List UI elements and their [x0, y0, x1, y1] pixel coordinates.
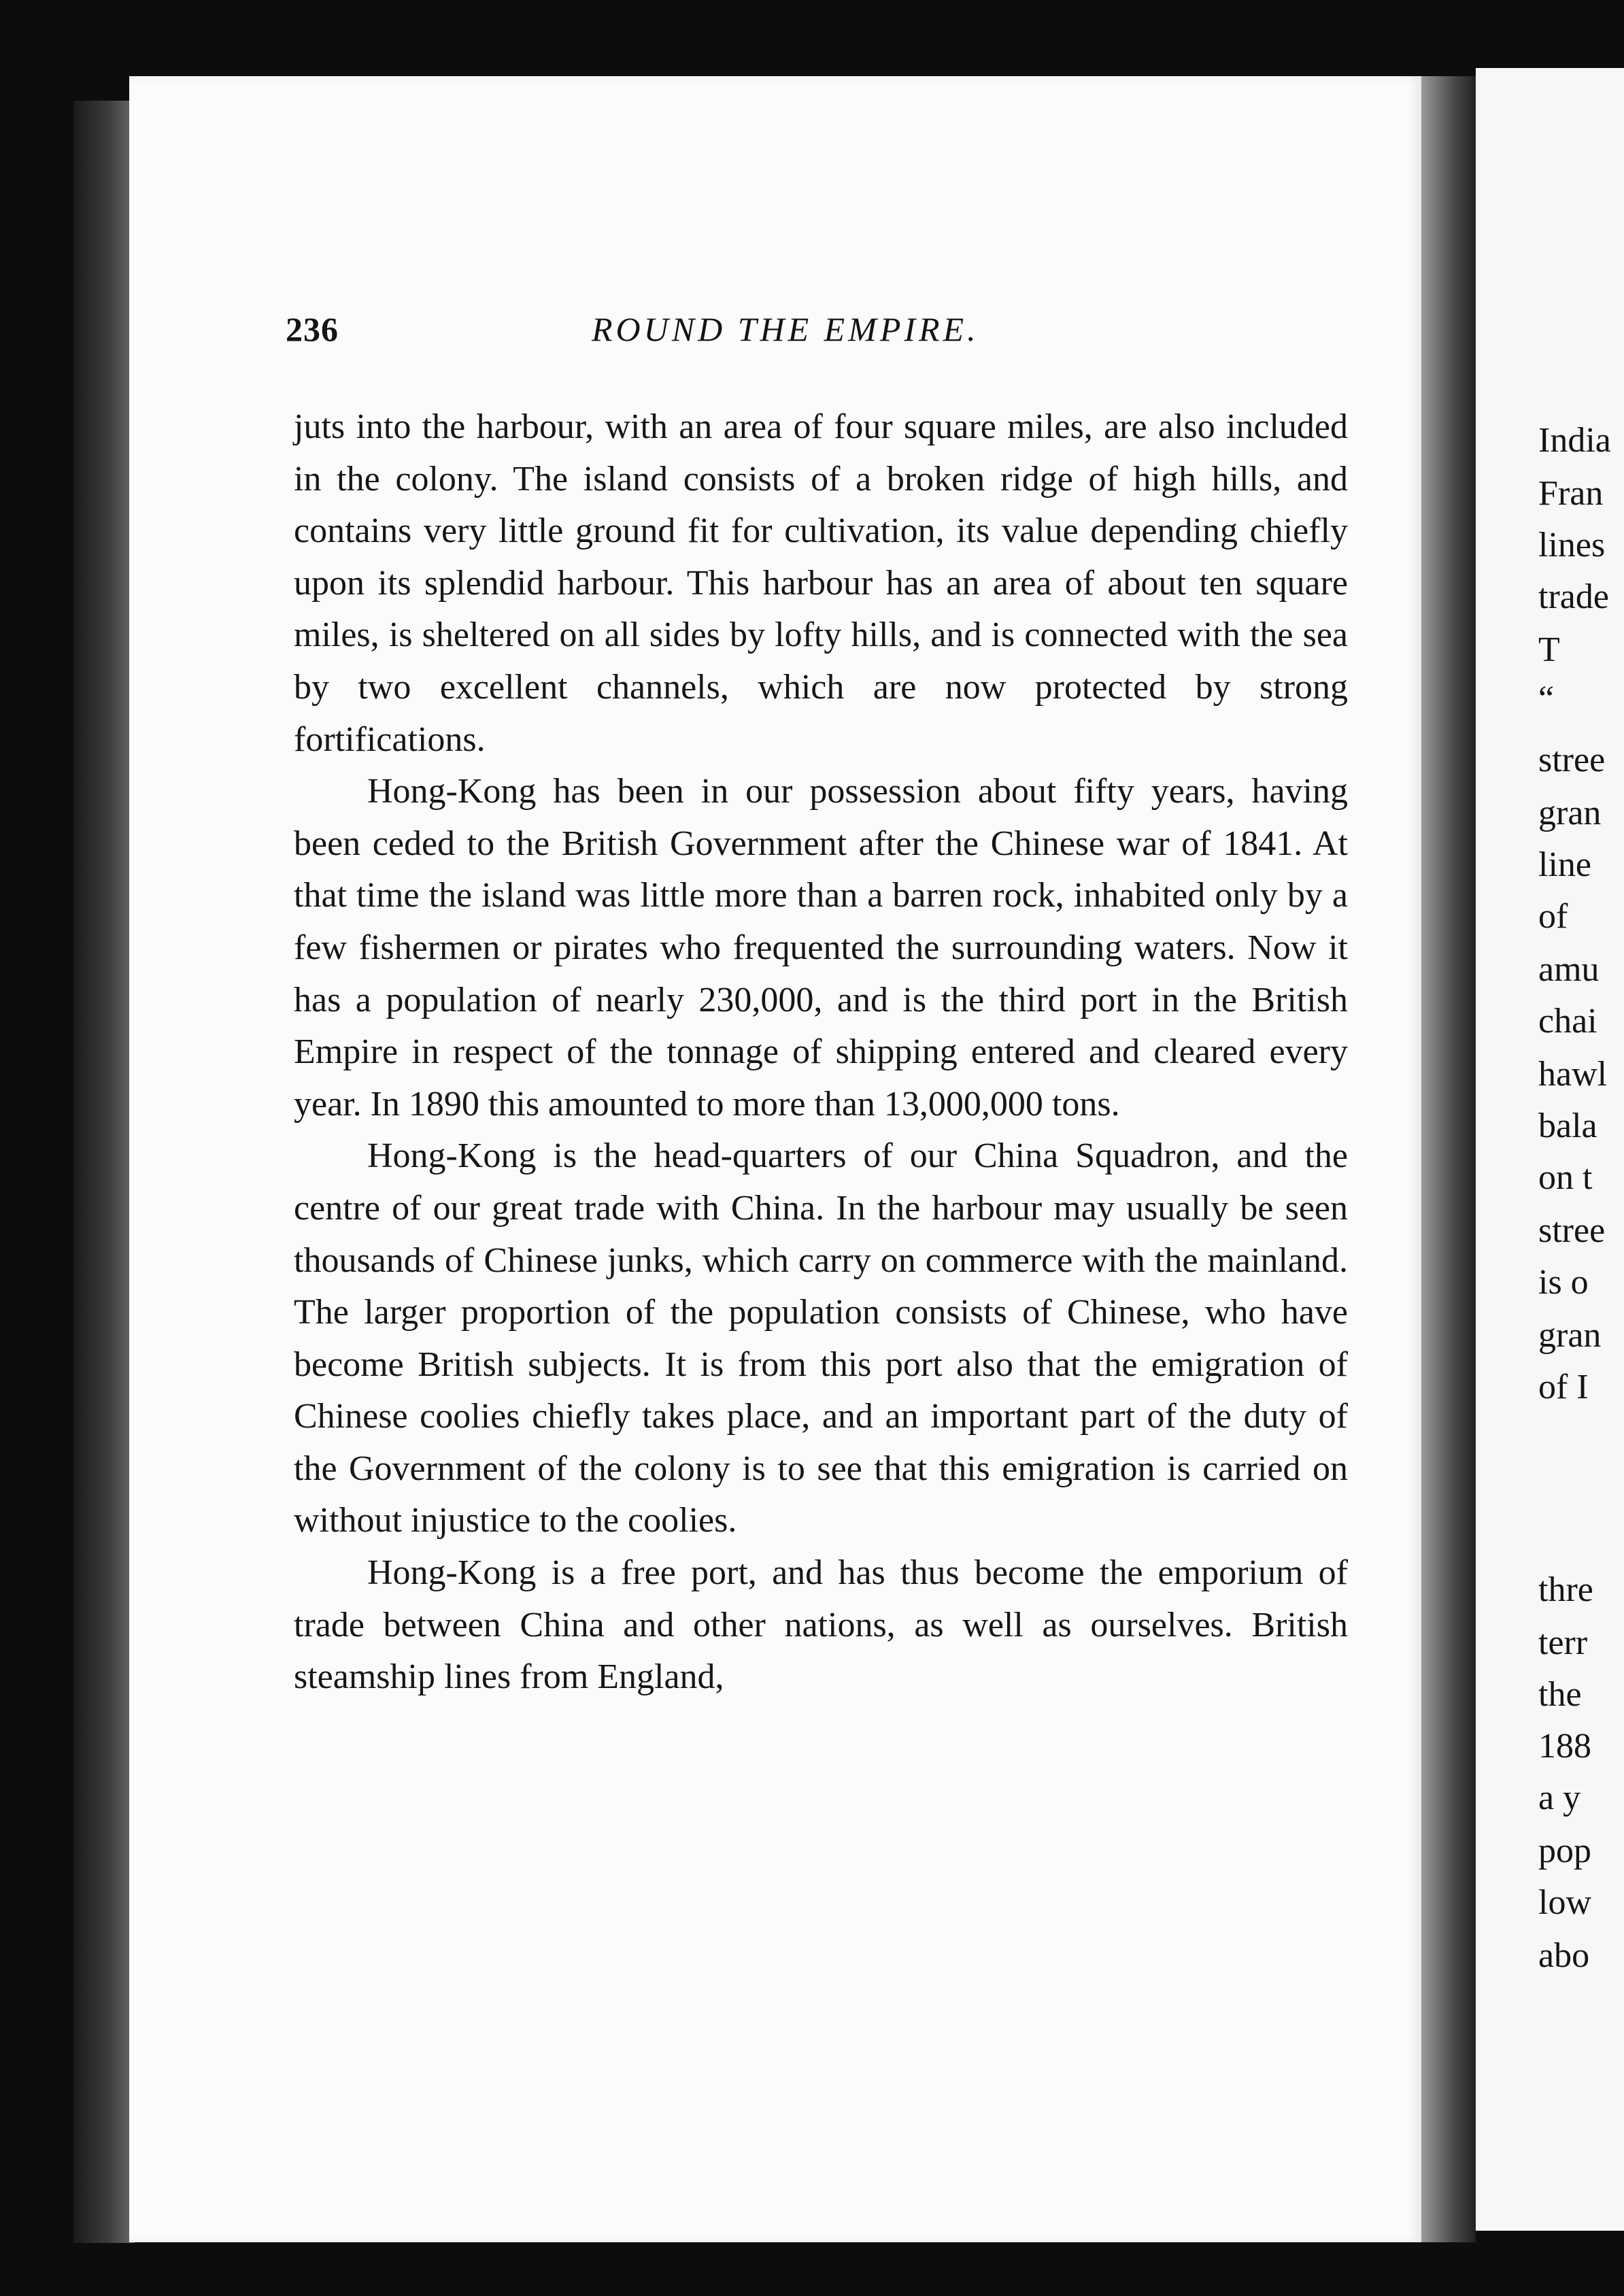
facing-page-line: chai: [1538, 1002, 1597, 1041]
facing-page-line: hawl: [1538, 1055, 1608, 1094]
facing-page-line: trade: [1538, 577, 1609, 616]
book-gutter: [1421, 76, 1476, 2242]
facing-page-line: of: [1538, 897, 1568, 936]
facing-page-line: amu: [1538, 950, 1600, 989]
facing-page-line: gran: [1538, 1316, 1602, 1355]
facing-page-line: lines: [1538, 526, 1606, 564]
facing-page-line: thre: [1538, 1570, 1593, 1609]
facing-page-line: stree: [1538, 1211, 1606, 1250]
paragraph: juts into the harbour, with an area of four square miles, are also included in the colony. The island consists of a broken ridge of high hills, and contains very little ground fit for cultivation, its value depending chiefly upon its splendid harbour. This harbour has an area of about ten square miles, is sheltered on all sides by lofty hills, and is connected with the sea by two excellent channels, which are now protected by strong fortifications.: [294, 407, 1348, 759]
paragraph: Hong-Kong is the head-quarters of our China Squadron, and the centre of our great trade with China. In the harbour may usually be seen thousands of Chinese junks, which carry on commerce with the mainland. The larger proportion of the population consists of Chinese, who have become British subjects. It is from this port also that the emigration of Chinese coolies chiefly takes place, and an important part of the duty of the Government of the colony is to see that this emigration is carried on without injustice to the coolies.: [294, 1136, 1348, 1540]
facing-page-line: low: [1538, 1883, 1591, 1922]
facing-page-line: Fran: [1538, 474, 1604, 513]
facing-page-line: line: [1538, 845, 1591, 884]
facing-page-line: stree: [1538, 741, 1606, 779]
page-number: 236: [286, 310, 339, 348]
facing-page-line: on t: [1538, 1158, 1593, 1197]
facing-page-line: India: [1538, 421, 1611, 460]
facing-page-line: a y: [1538, 1778, 1581, 1817]
book-left-edge: [73, 101, 135, 2243]
facing-page-line: pop: [1538, 1831, 1591, 1870]
facing-page-line: is o: [1538, 1263, 1589, 1302]
facing-page-line: abo: [1538, 1936, 1590, 1975]
facing-page-line: of I: [1538, 1368, 1589, 1406]
running-title: ROUND THE EMPIRE.: [592, 310, 979, 348]
paragraph: Hong-Kong has been in our possession about fifty years, having been ceded to the British Government after the Chinese war of 1841. At that time the island was little more than a barren rock, inhabited only by a few fishermen or pirates who frequented the surrounding waters. Now it has a population of nearly 230,000, and is the third port in the British Empire in respect of the tonnage of shipping entered and cleared every year. In 1890 this amounted to more than 13,000,000 tons.: [294, 772, 1348, 1124]
facing-page-line: gran: [1538, 794, 1602, 832]
page-header: [286, 309, 1353, 364]
facing-page-line: 188: [1538, 1727, 1591, 1766]
paragraph: Hong-Kong is a free port, and has thus become the emporium of trade between China and other nations, as well as ourselves. British steamship lines from England,: [294, 1553, 1348, 1697]
facing-page-line: T: [1538, 630, 1560, 669]
facing-page-line: terr: [1538, 1623, 1588, 1662]
body-text: [294, 401, 1348, 1704]
facing-page-line: “: [1538, 679, 1555, 718]
facing-page-line: the: [1538, 1675, 1582, 1714]
facing-page-line: bala: [1538, 1107, 1597, 1145]
